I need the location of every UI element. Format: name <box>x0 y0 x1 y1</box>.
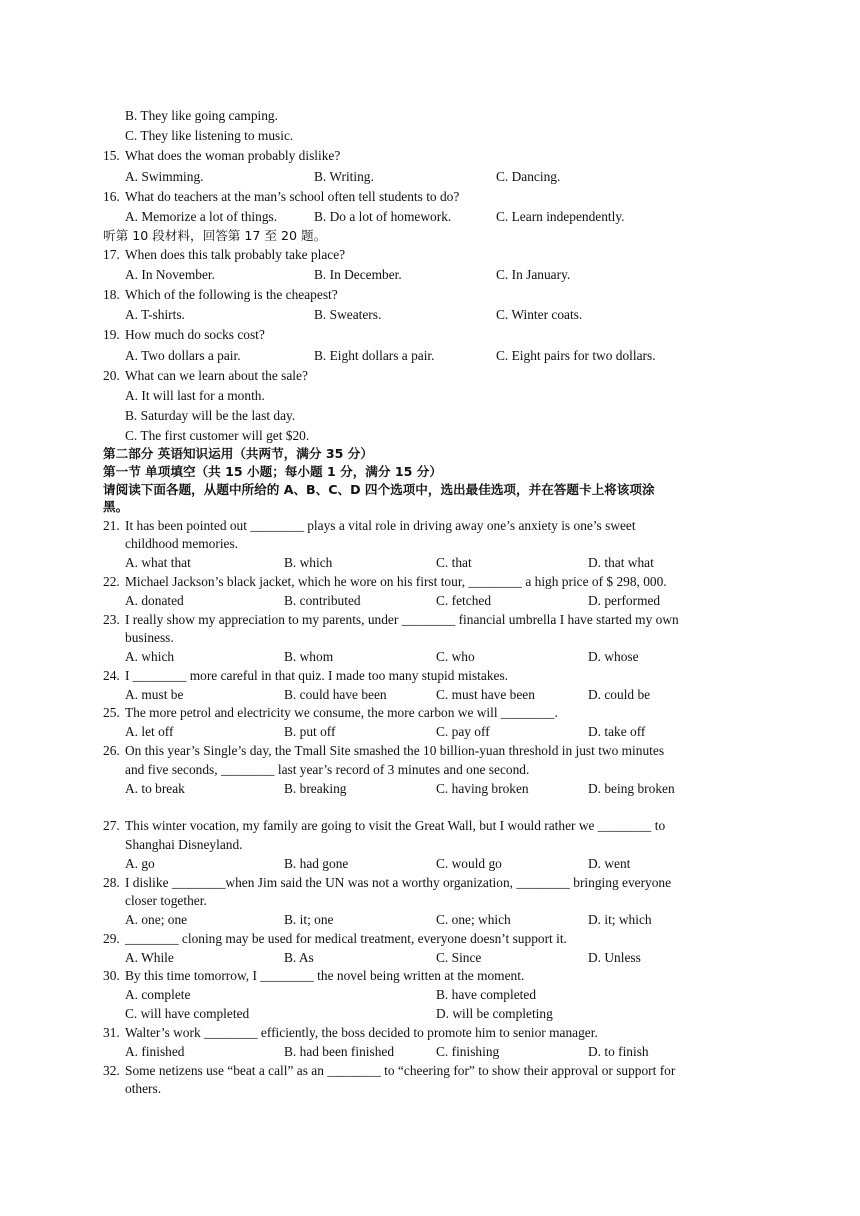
question-19-options: A. Two dollars a pair. B. Eight dollars a pair. C. Eight pairs for two dollars. <box>125 348 656 363</box>
question-20-option-a: A. It will last for a month. <box>125 388 265 403</box>
question-28: 28. I dislike ________when Jim said the UN was not a worthy organization, ________ bringing everyone <box>103 875 672 890</box>
question-30-options-ab: A. complete B. have completed <box>125 987 537 1002</box>
question-21-options: A. what that B. which C. that D. that what <box>125 555 654 570</box>
question-17-options: A. In November. B. In December. C. In January. <box>125 267 571 282</box>
question-17: 17. When does this talk probably take place? <box>103 247 346 262</box>
question-18: 18. Which of the following is the cheapest? <box>103 287 338 302</box>
question-19: 19. How much do socks cost? <box>103 327 265 342</box>
question-18-options: A. T-shirts. B. Sweaters. C. Winter coats. <box>125 307 583 322</box>
question-23-cont: business. <box>125 630 174 645</box>
question-26-options: A. to break B. breaking C. having broken D. being broken <box>125 781 675 796</box>
question-15-options: A. Swimming. B. Writing. C. Dancing. <box>125 169 561 184</box>
question-26: 26. On this year’s Single’s day, the Tmall Site smashed the 10 billion-yuan threshold in just two minutes <box>103 743 665 758</box>
question-16-options: A. Memorize a lot of things. B. Do a lot of homework. C. Learn independently. <box>125 209 625 224</box>
question-23-options: A. which B. whom C. who D. whose <box>125 649 639 664</box>
listening-note: 听第 10 段材料，回答第 17 至 20 题。 <box>103 228 327 243</box>
question-22-options: A. donated B. contributed C. fetched D. performed <box>125 593 661 608</box>
instructions-line1: 请阅读下面各题，从题中所给的 A、B、C、D 四个选项中，选出最佳选项，并在答题卡上将该项涂 <box>103 482 655 497</box>
question-27: 27. This winter vocation, my family are going to visit the Great Wall, but I would rather we ________ to <box>103 818 666 833</box>
question-23: 23. I really show my appreciation to my parents, under ________ financial umbrella I have started my own <box>103 612 679 627</box>
question-21: 21. It has been pointed out ________ plays a vital role in driving away one’s anxiety is one’s sweet <box>103 518 636 533</box>
question-27-cont: Shanghai Disneyland. <box>125 837 243 852</box>
question-28-options: A. one; one B. it; one C. one; which D. it; which <box>125 912 652 927</box>
section2-heading: 第二部分 英语知识运用（共两节，满分 35 分） <box>103 446 373 461</box>
question-31-options: A. finished B. had been finished C. finishing D. to finish <box>125 1044 649 1059</box>
option-line: C. They like listening to music. <box>125 128 294 143</box>
question-20: 20. What can we learn about the sale? <box>103 368 308 383</box>
question-21-cont: childhood memories. <box>125 536 239 551</box>
question-20-option-c: C. The first customer will get $20. <box>125 428 310 443</box>
question-24-options: A. must be B. could have been C. must have been D. could be <box>125 687 651 702</box>
question-15: 15. What does the woman probably dislike? <box>103 148 341 163</box>
question-22: 22. Michael Jackson’s black jacket, which he wore on his first tour, ________ a high price of $ 298, 000. <box>103 574 667 589</box>
question-27-options: A. go B. had gone C. would go D. went <box>125 856 631 871</box>
option-line: B. They like going camping. <box>125 108 278 123</box>
question-25-options: A. let off B. put off C. pay off D. take off <box>125 724 646 739</box>
question-32-cont: others. <box>125 1081 162 1096</box>
section1-heading: 第一节 单项填空（共 15 小题；每小题 1 分，满分 15 分） <box>103 464 442 479</box>
question-30: 30. By this time tomorrow, I ________ the novel being written at the moment. <box>103 968 525 983</box>
question-16: 16. What do teachers at the man’s school often tell students to do? <box>103 189 460 204</box>
question-24: 24. I ________ more careful in that quiz. I made too many stupid mistakes. <box>103 668 509 683</box>
question-31: 31. Walter’s work ________ efficiently, the boss decided to promote him to senior manager. <box>103 1025 598 1040</box>
question-30-options-cd: C. will have completed D. will be completing <box>125 1006 553 1021</box>
instructions-line2: 黑。 <box>103 499 129 514</box>
question-26-cont: and five seconds, ________ last year’s record of 3 minutes and one second. <box>125 762 530 777</box>
question-29-options: A. While B. As C. Since D. Unless <box>125 950 641 965</box>
question-25: 25. The more petrol and electricity we consume, the more carbon we will ________. <box>103 705 558 720</box>
question-29: 29. ________ cloning may be used for medical treatment, everyone doesn’t support it. <box>103 931 567 946</box>
question-32: 32. Some netizens use “beat a call” as an ________ to “cheering for” to show their approval or support for <box>103 1063 676 1078</box>
question-20-option-b: B. Saturday will be the last day. <box>125 408 296 423</box>
question-28-cont: closer together. <box>125 893 207 908</box>
